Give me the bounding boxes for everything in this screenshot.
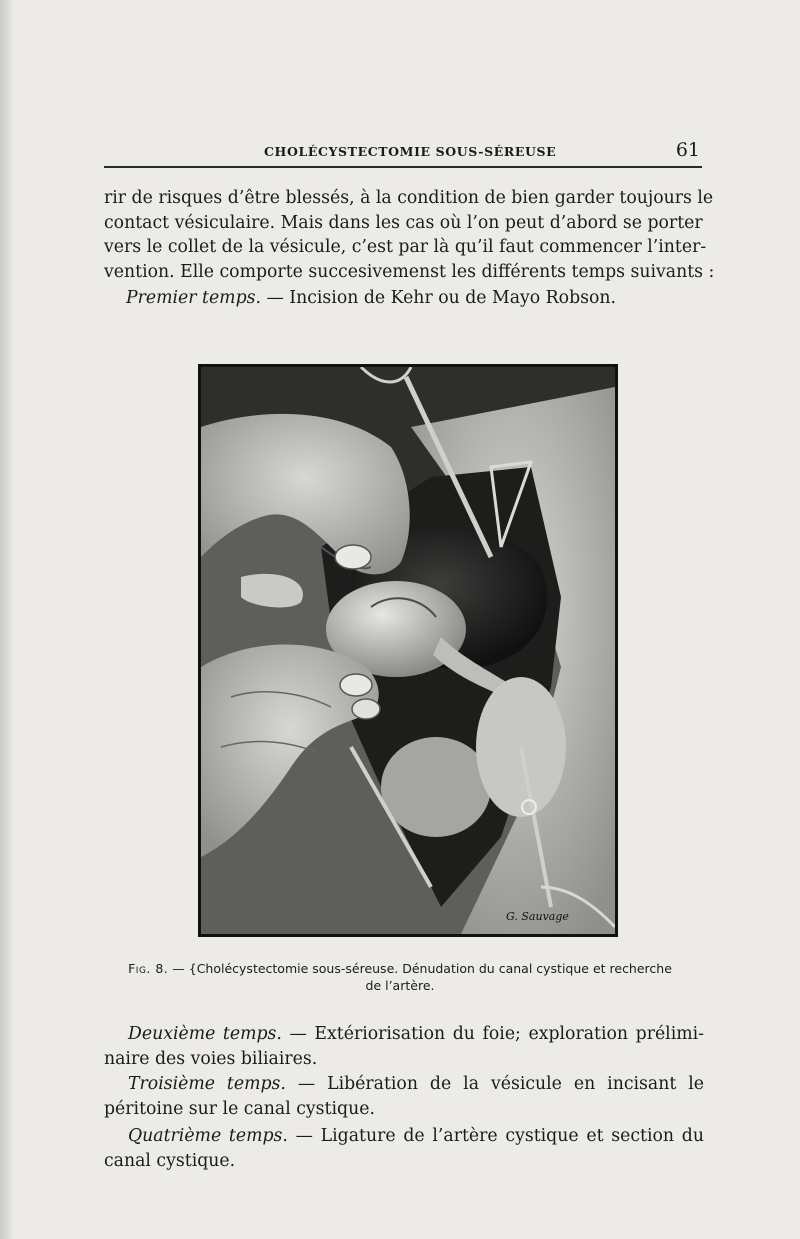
step-text: — Incision de Kehr ou de Mayo Robson. (261, 288, 617, 308)
text-line: vers le collet de la vésicule, c’est par là qu’il faut commencer l’inter- (104, 237, 707, 257)
step-text: — Libération de la vésicule en incisant le péritoine sur le canal cystique. (104, 1074, 705, 1119)
page-gutter-shadow (0, 0, 14, 1239)
step-second (104, 1022, 704, 1072)
artist-signature: G. Sauvage (506, 910, 569, 923)
page-number: 61 (675, 139, 700, 161)
intro-paragraph (104, 186, 715, 284)
illustration-drawing (201, 367, 615, 934)
step-text: — Extériorisation du foie; exploration prélimi-naire des voies biliaires. (104, 1024, 704, 1069)
caption-label: Fig. 8. (128, 961, 169, 976)
surgical-illustration (198, 364, 618, 937)
text-line: vention. Elle comporte succesivemenst les différents temps suivants : (104, 261, 715, 282)
step-label: Troisième temps. (128, 1074, 286, 1094)
step-label: Deuxième temps. (128, 1024, 282, 1044)
text-line: rir de risques d’être blessés, à la condition de bien garder toujours le (104, 188, 714, 208)
caption-text: — {Cholécystectomie sous-séreuse. Dénudation du canal cystique et recherche de l’artère. (168, 961, 672, 993)
text-line: contact vésiculaire. Mais dans les cas où l’on peut d’abord se porter (104, 212, 703, 233)
step-third (104, 1072, 704, 1122)
step-text: — Ligature de l’artère cystique et section du canal cystique. (104, 1126, 704, 1171)
running-title: CHOLÉCYSTECTOMIE SOUS-SÉREUSE (264, 144, 557, 159)
page-header (104, 136, 702, 164)
step-label: Premier temps. (126, 288, 261, 308)
header-rule (104, 166, 702, 168)
step-fourth (104, 1124, 704, 1174)
figure-caption (120, 960, 680, 994)
step-label: Quatrième temps. (128, 1126, 288, 1146)
step-first (104, 286, 700, 311)
